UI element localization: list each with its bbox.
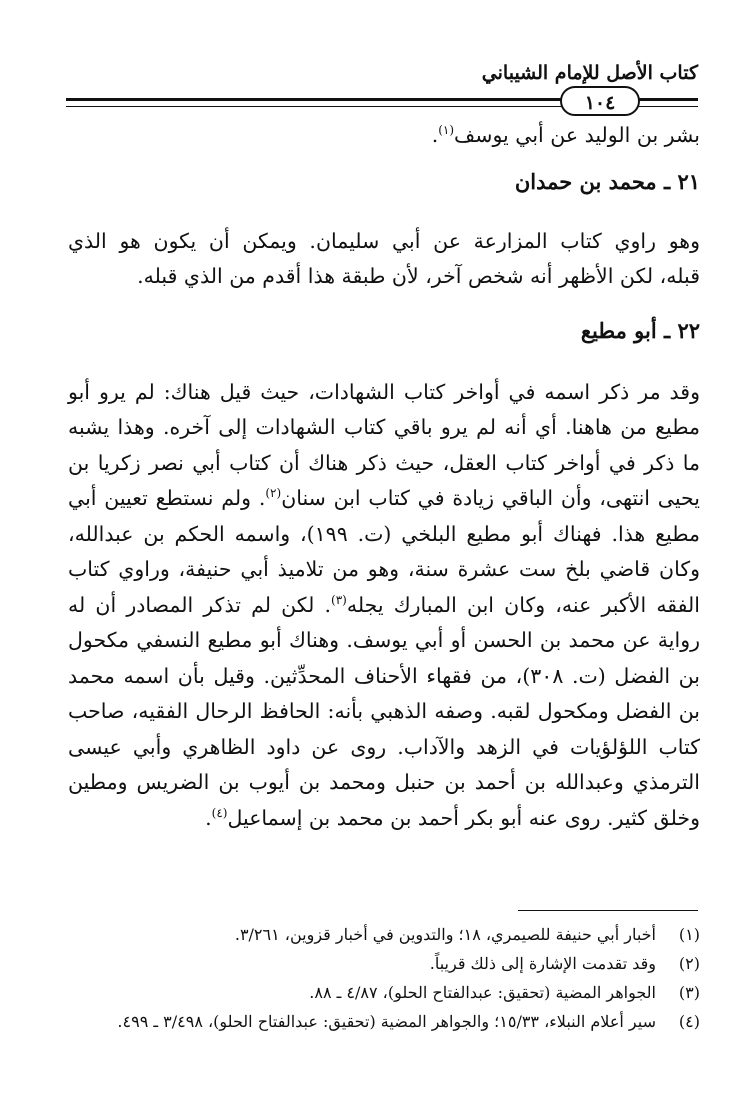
running-title: كتاب الأصل للإمام الشيباني xyxy=(481,62,698,84)
footnote-number: (٢) xyxy=(678,954,700,973)
footnote-ref-2: (٢) xyxy=(265,486,282,501)
footnote-ref-1: (١) xyxy=(438,123,455,138)
s22-part-2: . ولم نستطع تعيين أبي مطيع هذا. فهناك أبو مطيع البلخي (ت. ١٩٩)، واسمه الحكم بن عبدالله، وكان قاضي بلخ ست عشرة سنة، وهو من تلاميذ أبي حنيفة، وراوي كتاب الفقه الأكبر عنه، وكان ابن المبارك يجله xyxy=(68,486,700,617)
intro-end: . xyxy=(431,123,439,147)
footnote-ref-3: (٣) xyxy=(331,592,347,607)
section-21-line-2: قبله، لكن الأظهر أنه شخص آخر، لأن طبقة هذا أقدم من الذي قبله. xyxy=(137,264,700,288)
intro-text: بشر بن الوليد عن أبي يوسف xyxy=(454,123,700,147)
footnote-1 xyxy=(68,920,700,949)
main-text xyxy=(68,118,700,836)
s22-part-3: . لكن لم تذكر المصادر أن له رواية عن محمد بن الحسن أو أبي يوسف. وهناك أبو مطيع النسفي مكحول بن الفضل (ت. ٣٠٨)، من فقهاء الأحناف المحدِّثين. وقيل بأن اسمه محمد بن الفضل ومكحول لقبه. وصفه الذهبي بأنه: الحافظ الرحال الفقيه، صاحب كتاب اللؤلؤيات في الزهد والآداب. روى عن داود الظاهري وأبي عيسى الترمذي وعبدالله بن أحمد بن حنبل ومحمد بن أيوب بن الضريس ومطين وخلق كثير. روى عنه أبو بكر أحمد بن محمد بن إسماعيل xyxy=(68,592,700,830)
section-22-paragraph xyxy=(68,375,700,837)
footnote-text: الجواهر المضية (تحقيق: عبدالفتاح الحلو)، ٤/٨٧ ـ ٨٨. xyxy=(309,983,656,1002)
footnote-number: (٤) xyxy=(678,1012,700,1031)
footnote-3 xyxy=(68,978,700,1007)
section-heading-21: ٢١ ـ محمد بن حمدان xyxy=(514,168,700,194)
section-21-line-1: وهو راوي كتاب المزارعة عن أبي سليمان. ويمكن أن يكون هو الذي xyxy=(68,228,700,253)
footnote-number: (١) xyxy=(678,925,700,944)
s22-part-4: . xyxy=(205,805,212,830)
footnote-separator xyxy=(518,910,698,911)
intro-paragraph xyxy=(68,118,700,154)
footnote-number: (٣) xyxy=(678,983,700,1002)
footnote-text: أخبار أبي حنيفة للصيمري، ١٨؛ والتدوين في أخبار قزوين، ٣/٢٦١. xyxy=(234,925,656,944)
page-number: ١٠٤ xyxy=(560,86,640,116)
section-21-paragraph xyxy=(68,224,700,295)
footnote-4 xyxy=(68,1007,700,1036)
footnotes xyxy=(68,920,700,1036)
footnote-text: سير أعلام النبلاء، ١٥/٣٣؛ والجواهر المضية (تحقيق: عبدالفتاح الحلو)، ٣/٤٩٨ ـ ٤٩٩. xyxy=(117,1012,656,1031)
footnote-2 xyxy=(68,949,700,978)
section-heading-22: ٢٢ ـ أبو مطيع xyxy=(580,317,700,343)
footnote-text: وقد تقدمت الإشارة إلى ذلك قريباً. xyxy=(429,954,656,973)
footnote-ref-4: (٤) xyxy=(211,805,228,820)
s22-part-1: وقد مر ذكر اسمه في أواخر كتاب الشهادات، حيث قيل هناك: لم يرو أبو مطيع من هاهنا. أي أنه لم يرو باقي كتاب الشهادات إلى آخره. وهذا يشبه ما ذكر في أواخر كتاب العقل، حيث ذكر هناك أن كتاب أبي نصر زكريا بن يحيى انتهى، وأن الباقي زيادة في كتاب ابن سنان xyxy=(68,379,700,510)
